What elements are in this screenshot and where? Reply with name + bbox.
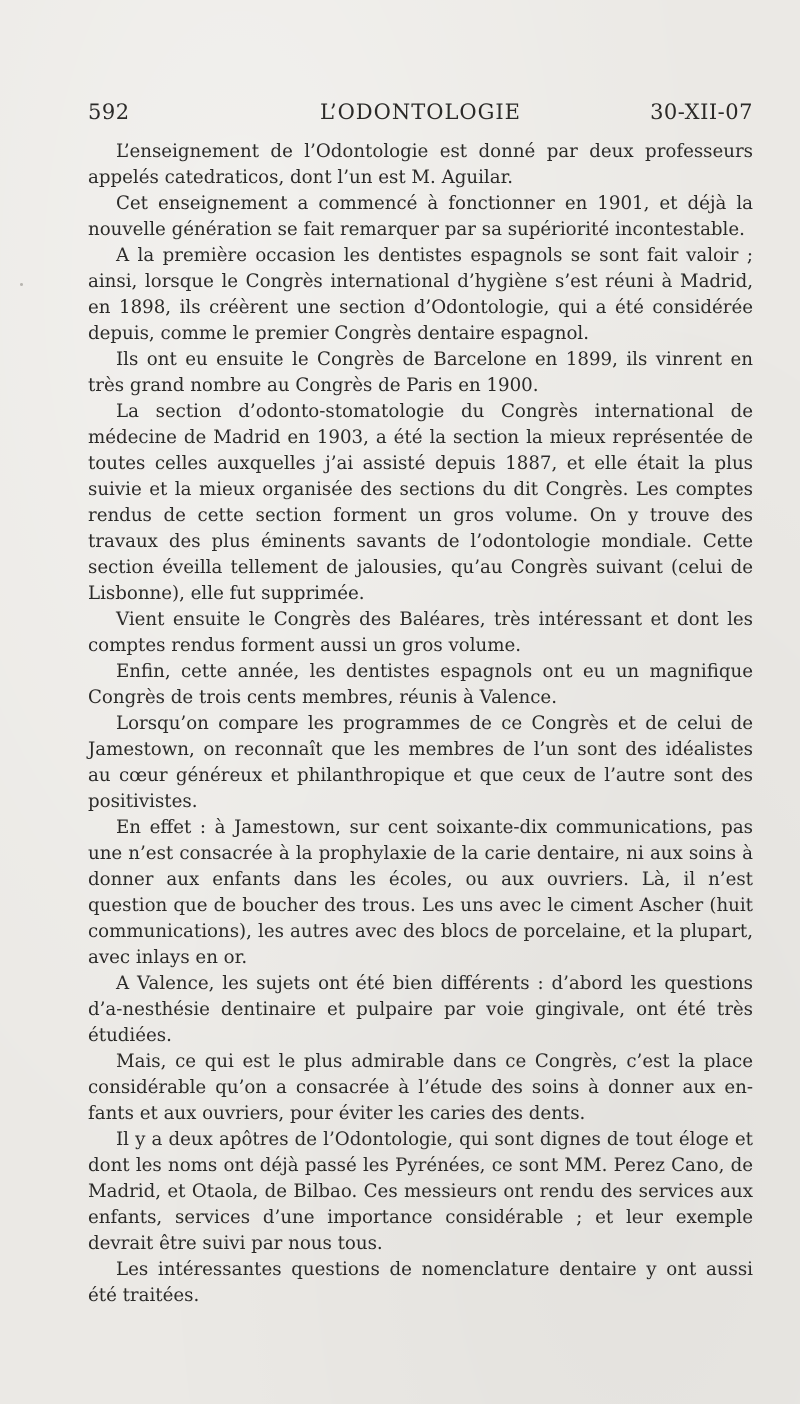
paragraph: A la première occasion les dentistes espagnols se sont fait valoir ; ainsi, lorsque le Congrès international d’hygiène s’est réuni à Madrid, en 1898, ils créèrent une section d’Odontologie, qui a été considérée depuis, comme le premier Congrès dentaire espagnol. [88, 245, 753, 344]
issue-date: 30-XII-07 [650, 100, 753, 124]
paragraph: Les intéressantes questions de nomenclature dentaire y ont aussi été traitées. [88, 1259, 753, 1306]
paragraph: La section d’odonto-stomatologie du Congrès international de médecine de Madrid en 1903, a été la section la mieux représentée de toutes celles auxquelles j’ai assisté depuis 1887, et elle était la plus suivie et la mieux organisée des sections du dit Congrès. Les comptes rendus de cette section forment un gros volume. On y trouve des travaux des plus éminents savants de l’odontologie mondiale. Cette section éveilla tellement de jalousies, qu’au Congrès suivant (celui de Lisbonne), elle fut supprimée. [88, 401, 753, 604]
paragraph: Mais, ce qui est le plus admirable dans ce Congrès, c’est la place considérable qu’on a consacrée à l’étude des soins à donner aux en-fants et aux ouvriers, pour éviter les caries des dents. [88, 1051, 753, 1124]
paragraph: L’enseignement de l’Odontologie est donné par deux professeurs appelés catedraticos, dont l’un est M. Aguilar. [88, 141, 753, 188]
paragraph: A Valence, les sujets ont été bien différents : d’abord les questions d’a-nesthésie dentinaire et pulpaire par voie gingivale, ont été très étudiées. [88, 973, 753, 1046]
paragraph: Vient ensuite le Congrès des Baléares, très intéressant et dont les comptes rendus forment aussi un gros volume. [88, 609, 753, 656]
paragraph: En effet : à Jamestown, sur cent soixante-dix communications, pas une n’est consacrée à la prophylaxie de la carie dentaire, ni aux soins à donner aux enfants dans les écoles, ou aux ouvriers. Là, il n’est question que de boucher des trous. Les uns avec le ciment Ascher (huit communications), les autres avec des blocs de porcelaine, et la plupart, avec inlays en or. [88, 817, 753, 968]
running-header [88, 100, 753, 130]
article-body [88, 139, 753, 1309]
paragraph: Il y a deux apôtres de l’Odontologie, qui sont dignes de tout éloge et dont les noms ont déjà passé les Pyrénées, ce sont MM. Perez Cano, de Madrid, et Otaola, de Bilbao. Ces messieurs ont rendu des services aux enfants, services d’une importance considérable ; et leur exemple devrait être suivi par nous tous. [88, 1129, 753, 1254]
paragraph: Cet enseignement a commencé à fonctionner en 1901, et déjà la nouvelle génération se fait remarquer par sa supériorité incontestable. [88, 193, 753, 240]
page-number: 592 [88, 100, 130, 124]
paper-speck [20, 283, 23, 286]
running-title: L’ODONTOLOGIE [319, 100, 521, 124]
paragraph: Ils ont eu ensuite le Congrès de Barcelone en 1899, ils vinrent en très grand nombre au Congrès de Paris en 1900. [88, 349, 753, 396]
paragraph: Lorsqu’on compare les programmes de ce Congrès et de celui de Jamestown, on reconnaît que les membres de l’un sont des idéalistes au cœur généreux et philanthropique et que ceux de l’autre sont des positivistes. [88, 713, 753, 812]
paragraph: Enfin, cette année, les dentistes espagnols ont eu un magnifique Congrès de trois cents membres, réunis à Valence. [88, 661, 753, 708]
